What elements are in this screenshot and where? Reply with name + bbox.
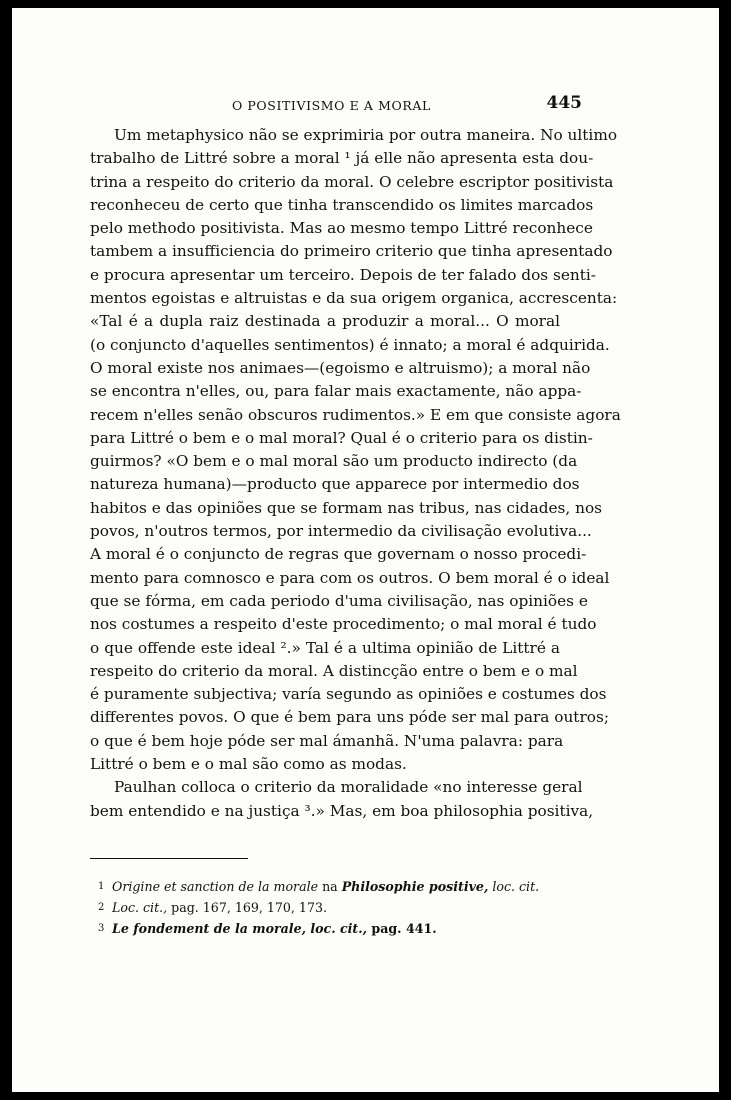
text-line: (o conjuncto d'aquelles sentimentos) é innato; a moral é adquirida. (90, 335, 610, 354)
text-line: trina a respeito do criterio da moral. O celebre escriptor positivista (90, 172, 614, 191)
footnote-title: Origine et sanction de la morale (112, 879, 319, 894)
text-line: Littré o bem e o mal são como as modas. (90, 755, 407, 774)
page-number: 445 (546, 93, 582, 113)
footnote-ref: loc. cit. (488, 879, 540, 894)
text-line: Um metaphysico não se exprimiria por outra maneira. No ultimo (114, 126, 618, 144)
footnote-source: Philosophie positive, (341, 879, 489, 894)
text-line: recem n'elles senão obscuros rudimentos.» E em que consiste agora (90, 405, 621, 424)
text-line: respeito do criterio da moral. A distincção entre o bem e o mal (90, 661, 578, 680)
footnote (98, 918, 558, 939)
page-header (232, 93, 582, 115)
footnote-title: Le fondement de la morale, loc. cit., (112, 921, 368, 936)
footnote (98, 876, 558, 897)
text-line: bem entendido e na justiça ³.» Mas, em boa philosophia positiva, (90, 801, 594, 820)
text-line: Paulhan colloca o criterio da moralidade «no interesse geral (114, 778, 583, 797)
footnote-ref: Loc. cit., (112, 900, 168, 915)
text-line: O moral existe nos animaes—(egoismo e altruismo); a moral não (90, 358, 591, 377)
text-line: mento para comnosco e para com os outros. O bem moral é o ideal (90, 568, 610, 587)
text-line: nos costumes a respeito d'este procedimento; o mal moral é tudo (90, 615, 597, 634)
text-line: o que é bem hoje póde ser mal ámanhã. N'uma palavra: para (90, 731, 564, 750)
text-line: que se fórma, em cada periodo d'uma civilisação, nas opiniões e (90, 591, 588, 610)
footnote-mark: 2 (98, 902, 105, 913)
text-line: e procura apresentar um terceiro. Depois de ter falado dos senti- (90, 265, 596, 284)
footnote-text: pag. 441. (367, 921, 437, 936)
footnote-mark: 3 (98, 923, 105, 934)
footnote-divider (90, 858, 248, 859)
text-line: trabalho de Littré sobre a moral ¹ já elle não apresenta esta dou- (90, 149, 594, 168)
text-line: natureza humana)—producto que apparece por intermedio dos (90, 475, 580, 494)
text-line: para Littré o bem e o mal moral? Qual é o criterio para os distin- (90, 428, 593, 447)
text-line: tambem a insufficiencia do primeiro criterio que tinha apresentado (90, 242, 613, 261)
text-line: «Tal é a dupla raiz destinada a produzir a moral... O moral (90, 312, 560, 331)
text-line: se encontra n'elles, ou, para falar mais exactamente, não appa- (90, 382, 582, 401)
footnote-text: pag. 167, 169, 170, 173. (167, 900, 327, 915)
footnote-mark: 1 (98, 881, 105, 892)
text-line: A moral é o conjuncto de regras que governam o nosso procedi- (90, 545, 587, 564)
text-line: o que offende este ideal ².» Tal é a ultima opinião de Littré a (90, 638, 560, 657)
text-line: differentes povos. O que é bem para uns póde ser mal para outros; (90, 708, 609, 727)
footnotes (98, 876, 558, 939)
footnote-text: na (318, 879, 342, 894)
text-line: povos, n'outros termos, por intermedio da civilisação evolutiva... (90, 522, 592, 541)
footnote (98, 897, 558, 918)
body-text (90, 124, 621, 823)
text-line: reconheceu de certo que tinha transcendido os limites marcados (90, 195, 594, 214)
running-title: O POSITIVISMO E A MORAL (232, 98, 431, 113)
text-line: mentos egoistas e altruistas e da sua origem organica, accrescenta: (90, 289, 618, 308)
text-line: é puramente subjectiva; varía segundo as opiniões e costumes dos (90, 685, 607, 704)
text-line: pelo methodo positivista. Mas ao mesmo tempo Littré reconhece (90, 219, 593, 238)
text-line: guirmos? «O bem e o mal moral são um producto indirecto (da (90, 452, 578, 471)
text-line: habitos e das opiniões que se formam nas tribus, nas cidades, nos (90, 498, 603, 517)
